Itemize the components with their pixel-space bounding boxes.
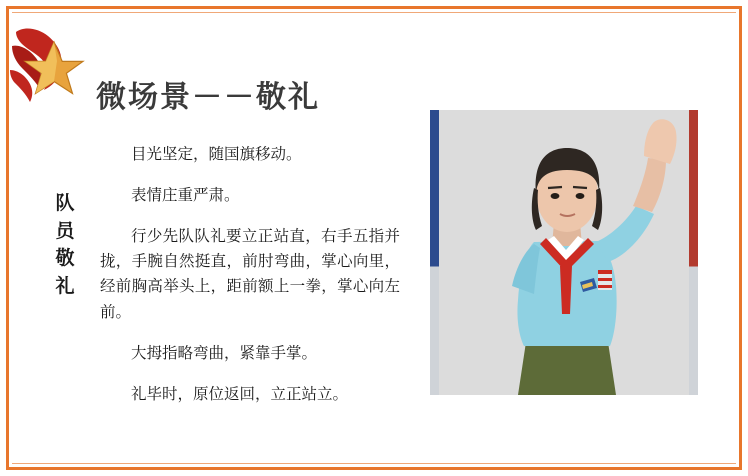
body-paragraph: 行少先队队礼要立正站直，右手五指并拢，手腕自然挺直，前肘弯曲，掌心向里，经前胸高举头上，距前额上一拳，掌心向左前。 — [100, 227, 400, 321]
border-inner-top — [12, 12, 736, 13]
section-label-char-2: 员 — [55, 219, 75, 242]
photo-illustration — [430, 110, 698, 395]
section-label-char-4: 礼 — [55, 274, 75, 297]
body-paragraph: 大拇指略弯曲，紧靠手掌。 — [131, 343, 318, 362]
slide-header — [0, 22, 420, 115]
body-paragraph: 礼毕时，原位返回，立正站立。 — [131, 384, 349, 403]
flame-star-emblem-icon — [8, 24, 94, 106]
body-text-block — [100, 142, 400, 407]
body-paragraph: 目光坚定，随国旗移动。 — [131, 145, 302, 163]
photo-right-stripe — [689, 110, 698, 395]
section-label-char-1: 队 — [55, 192, 75, 214]
section-label-char-3: 敬 — [55, 247, 75, 270]
photo-left-stripe — [430, 110, 439, 395]
border-top — [6, 6, 742, 9]
section-label-vertical — [52, 190, 78, 300]
page-title: 微场景－－敬礼 — [96, 80, 320, 115]
border-inner-bottom — [12, 463, 736, 464]
border-bottom — [6, 467, 742, 470]
body-paragraph: 表情庄重严肃。 — [131, 186, 240, 205]
border-right — [739, 6, 742, 470]
student-saluting-photo — [430, 110, 698, 395]
